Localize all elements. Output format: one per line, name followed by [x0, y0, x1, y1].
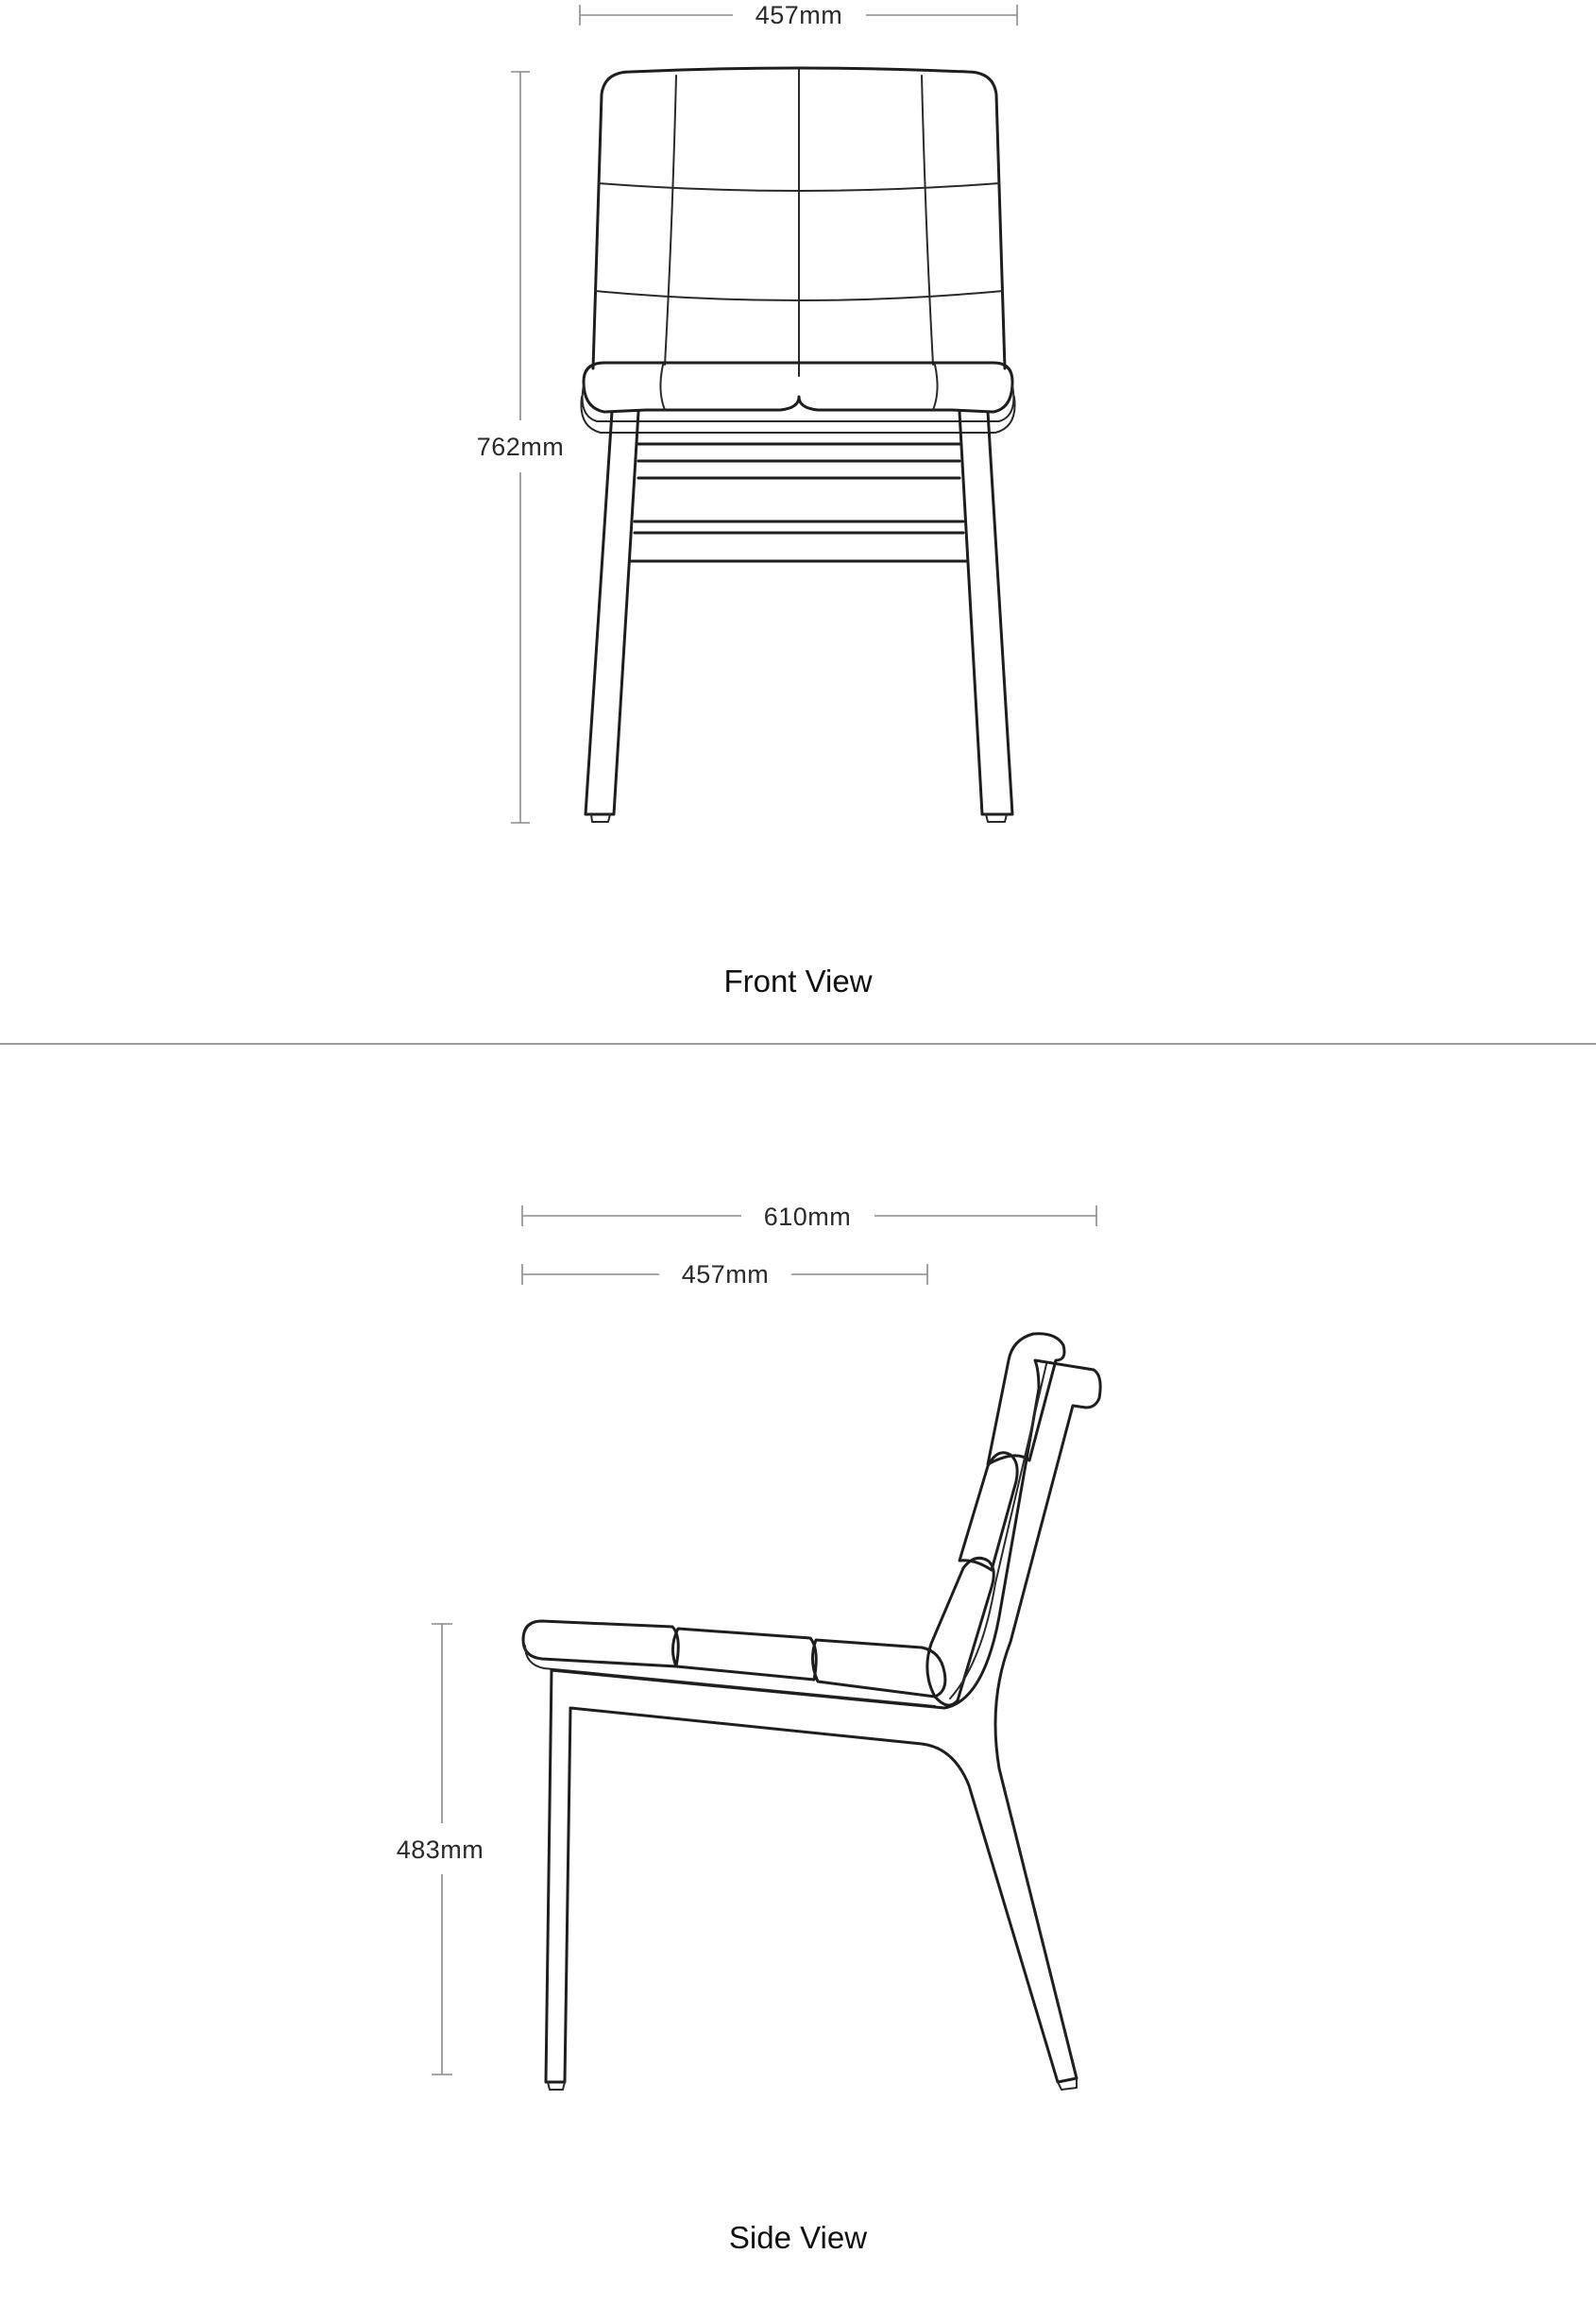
side-seat-cushion [523, 1621, 678, 1666]
side-back-cushion-mid [959, 1453, 1017, 1570]
side-seat-cushion-rear [812, 1640, 944, 1697]
side-depth-dimension [522, 1203, 1096, 1231]
side-view-caption: Side View [728, 2220, 868, 2255]
side-seat-depth-dimension [522, 1260, 927, 1289]
front-right-leg [959, 412, 1012, 814]
front-width-dimension [580, 1, 1017, 29]
front-width-label: 457mm [755, 1, 843, 29]
side-back-cushion-upper [988, 1334, 1064, 1464]
front-back-seam-left [665, 76, 676, 365]
side-view [397, 1203, 1100, 2255]
side-seat-height-label: 483mm [396, 1835, 484, 1864]
front-seat-seam-left [660, 365, 665, 410]
front-height-label: 762mm [476, 433, 565, 461]
front-seat-seam-right [933, 365, 938, 410]
side-seat-layer [525, 1646, 935, 1706]
side-seat-height-dimension [397, 1624, 484, 2074]
side-seat-depth-label: 457mm [681, 1260, 770, 1289]
side-seat-cushion-mid [672, 1629, 816, 1680]
front-view-caption: Front View [723, 964, 873, 999]
chair-side-drawing [523, 1334, 1100, 2090]
front-left-leg [586, 412, 638, 814]
front-view [477, 1, 1017, 999]
front-back-seam-right [922, 76, 933, 365]
chair-front-drawing [581, 68, 1014, 822]
side-depth-label: 610mm [763, 1203, 852, 1231]
front-height-dimension [477, 72, 565, 823]
